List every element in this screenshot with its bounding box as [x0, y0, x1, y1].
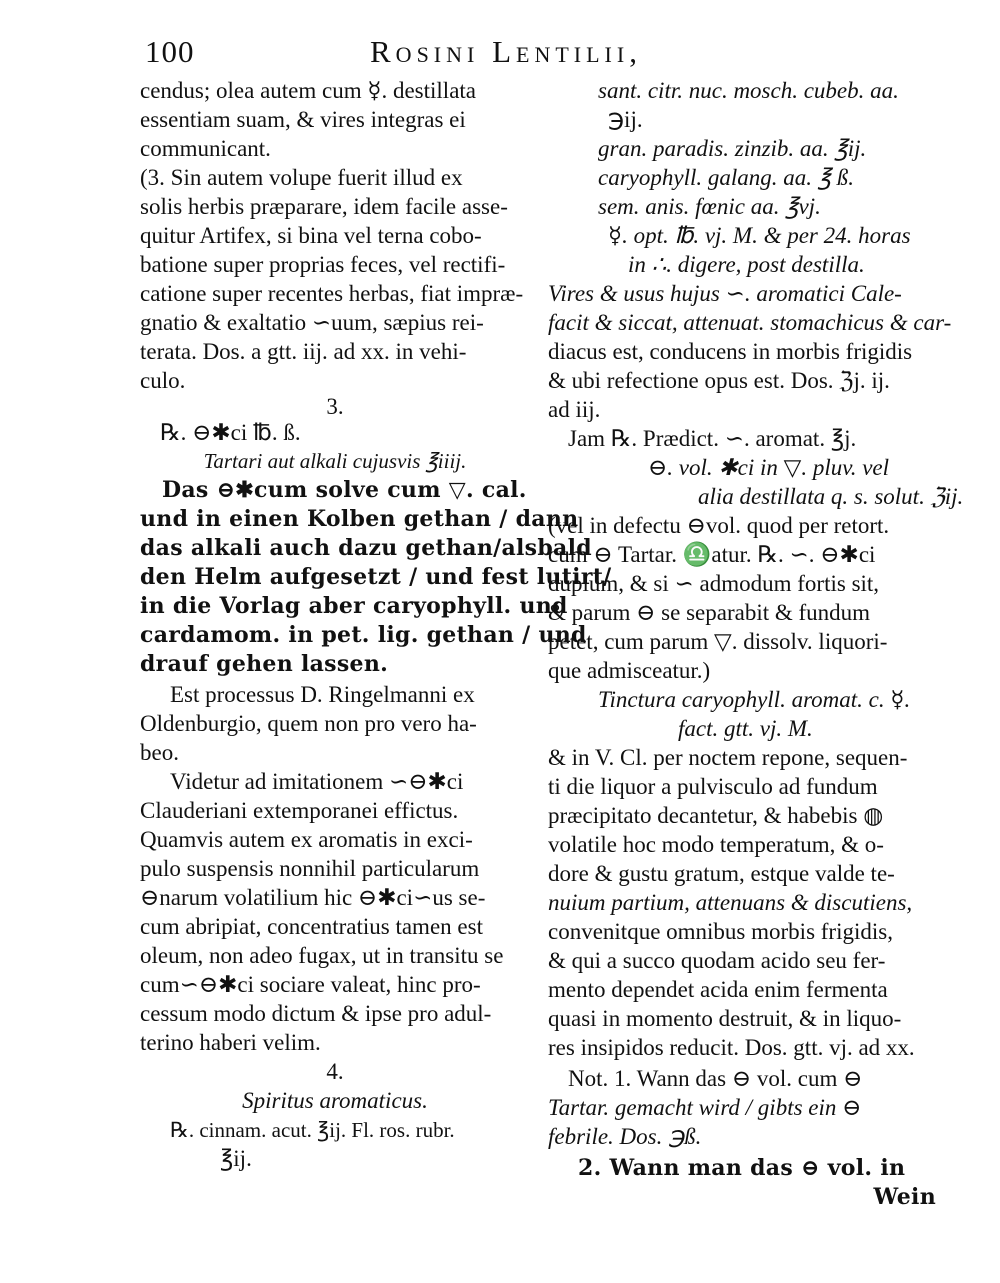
text-line: gnatio & exaltatio ∽uum, sæpius rei- — [140, 310, 484, 335]
text-line: mento dependet acida enim fermenta — [548, 977, 888, 1002]
recipe-line: sem. anis. fœnic aa. ℥vj. — [598, 194, 821, 219]
recipe-line: ℈ij. — [608, 107, 643, 132]
text-line: Clauderiani extemporanei effictus. — [140, 798, 459, 823]
recipe-title: Spiritus aromaticus. — [242, 1088, 428, 1113]
text-line: ti die liquor a pulvisculo ad fundum — [548, 774, 878, 799]
german-text-line: und in einen Kolben gethan / dann — [140, 506, 579, 532]
page-header — [145, 28, 925, 78]
text-line: quasi in momento destruit, & in liquo- — [548, 1006, 902, 1031]
text-line: ad iij. — [548, 397, 601, 422]
note-line: febrile. Dos. ℈ß. — [548, 1124, 702, 1149]
german-text-line: drauf gehen lassen. — [140, 651, 389, 677]
text-line: culo. — [140, 368, 186, 393]
recipe-line: caryophyll. galang. aa. ℥ ß. — [598, 165, 855, 190]
text-line: facit & siccat, attenuat. stomachicus & car- — [548, 310, 952, 335]
text-line: (vel in defectu ⊖vol. quod per retort. — [548, 513, 890, 538]
text-line: Oldenburgio, quem non pro vero ha- — [140, 711, 477, 736]
text-line: Videtur ad imitationem ∽⊖✱ci — [170, 769, 464, 794]
section-number: 3. — [326, 394, 344, 419]
text-line: batione super proprias feces, vel rectifi- — [140, 252, 506, 277]
text-line: convenitque omnibus morbis frigidis, — [548, 919, 893, 944]
recipe-line: ⊖. vol. ✱ci in ▽. pluv. vel — [648, 455, 890, 480]
text-line: cendus; olea autem cum ☿. destillata — [140, 78, 477, 103]
text-line: pulo suspensis nonnihil particularum — [140, 856, 480, 881]
text-line: essentiam suam, & vires integras ei — [140, 107, 466, 132]
recipe-line: alia destillata q. s. solut. ℨij. — [698, 484, 964, 509]
text-line: cum abripiat, concentratius tamen est — [140, 914, 483, 939]
text-line: solis herbis præparare, idem facile asse- — [140, 194, 508, 219]
text-line: & in V. Cl. per noctem repone, sequen- — [548, 745, 908, 770]
note-line: Tartar. gemacht wird / gibts ein ⊖ — [548, 1095, 862, 1120]
recipe-line: Jam ℞. Prædict. ∽. aromat. ℥j. — [568, 426, 857, 451]
running-head: Rosini Lentilii, — [370, 34, 642, 69]
recipe-title: Tinctura caryophyll. aromat. c. ☿. — [598, 687, 911, 712]
german-text-line: Das ⊖✱cum solve cum ▽. cal. — [162, 477, 527, 503]
text-line: catione super recentes herbas, fiat impræ- — [140, 281, 524, 306]
text-line: terata. Dos. a gtt. iij. ad xx. in vehi- — [140, 339, 467, 364]
text-line: cum ⊖ Tartar. ♎atur. ℞. ∽. ⊖✱ci — [548, 542, 876, 567]
text-line: beo. — [140, 740, 179, 765]
recipe-line: ℞. cinnam. acut. ℥ij. Fl. ros. rubr. — [170, 1118, 455, 1142]
text-line: præcipitato decantetur, & habebis ◍ — [548, 803, 884, 828]
german-text-line: in die Vorlag aber caryophyll. und — [140, 593, 568, 619]
text-line: Est processus D. Ringelmanni ex — [170, 682, 475, 707]
text-line: terino haberi velim. — [140, 1030, 321, 1055]
text-line: quitur Artifex, si bina vel terna cobo- — [140, 223, 482, 248]
recipe-line: ℥ij. — [220, 1146, 252, 1171]
page-number: 100 — [145, 34, 195, 69]
german-text-line: 2. Wann man das ⊖ vol. in — [578, 1155, 906, 1181]
recipe-line: sant. citr. nuc. mosch. cubeb. aa. — [598, 78, 899, 103]
text-line: res insipidos reducit. Dos. gtt. vj. ad xx. — [548, 1035, 915, 1060]
recipe-line: fact. gtt. vj. M. — [678, 716, 813, 741]
recipe-line: gran. paradis. zinzib. aa. ℥ij. — [598, 136, 867, 161]
text-line: & ubi refectione opus est. Dos. ℨj. ij. — [548, 368, 890, 393]
text-line: diacus est, conducens in morbis frigidis — [548, 339, 913, 364]
recipe-line: ☿. opt. ℔. vj. M. & per 24. horas — [608, 223, 911, 248]
text-line: nuium partium, attenuans & discutiens, — [548, 890, 913, 915]
text-line: petet, cum parum ▽. dissolv. liquori- — [548, 629, 888, 654]
german-text-line: den Helm aufgesetzt / und fest lutirt/ — [140, 564, 612, 590]
text-line: cum∽⊖✱ci sociare valeat, hinc pro- — [140, 972, 481, 997]
german-text-line: cardamom. in pet. lig. gethan / und — [140, 622, 587, 648]
text-line: & qui a succo quodam acido seu fer- — [548, 948, 886, 973]
recipe-line: ℞. ⊖✱ci ℔. ß. — [160, 420, 301, 445]
text-line: & parum ⊖ se separabit & fundum — [548, 600, 871, 625]
text-line: duplum, & si ∽ admodum fortis sit, — [548, 571, 880, 596]
text-line: communicant. — [140, 136, 271, 161]
note-line: Not. 1. Wann das ⊖ vol. cum ⊖ — [568, 1066, 863, 1091]
recipe-line: Tartari aut alkali cujusvis ℥iiij. — [203, 449, 467, 473]
german-text-line: das alkali auch dazu gethan/alsbald — [140, 535, 592, 561]
catchword: Wein — [873, 1184, 936, 1210]
text-line: Quamvis autem ex aromatis in exci- — [140, 827, 473, 852]
text-line: volatile hoc modo temperatum, & o- — [548, 832, 884, 857]
text-line: que admisceatur.) — [548, 658, 711, 683]
text-line: ⊖narum volatilium hic ⊖✱ci∽us se- — [140, 885, 486, 910]
text-line: cessum modo dictum & ipse pro adul- — [140, 1001, 492, 1026]
recipe-line: in ∴. digere, post destilla. — [628, 252, 865, 277]
text-line: oleum, non adeo fugax, ut in transitu se — [140, 943, 504, 968]
text-line: dore & gustu gratum, estque valde te- — [548, 861, 895, 886]
section-number: 4. — [326, 1059, 344, 1084]
text-line: Vires & usus hujus ∽. aromatici Cale- — [548, 281, 902, 306]
text-line: (3. Sin autem volupe fuerit illud ex — [140, 165, 463, 190]
